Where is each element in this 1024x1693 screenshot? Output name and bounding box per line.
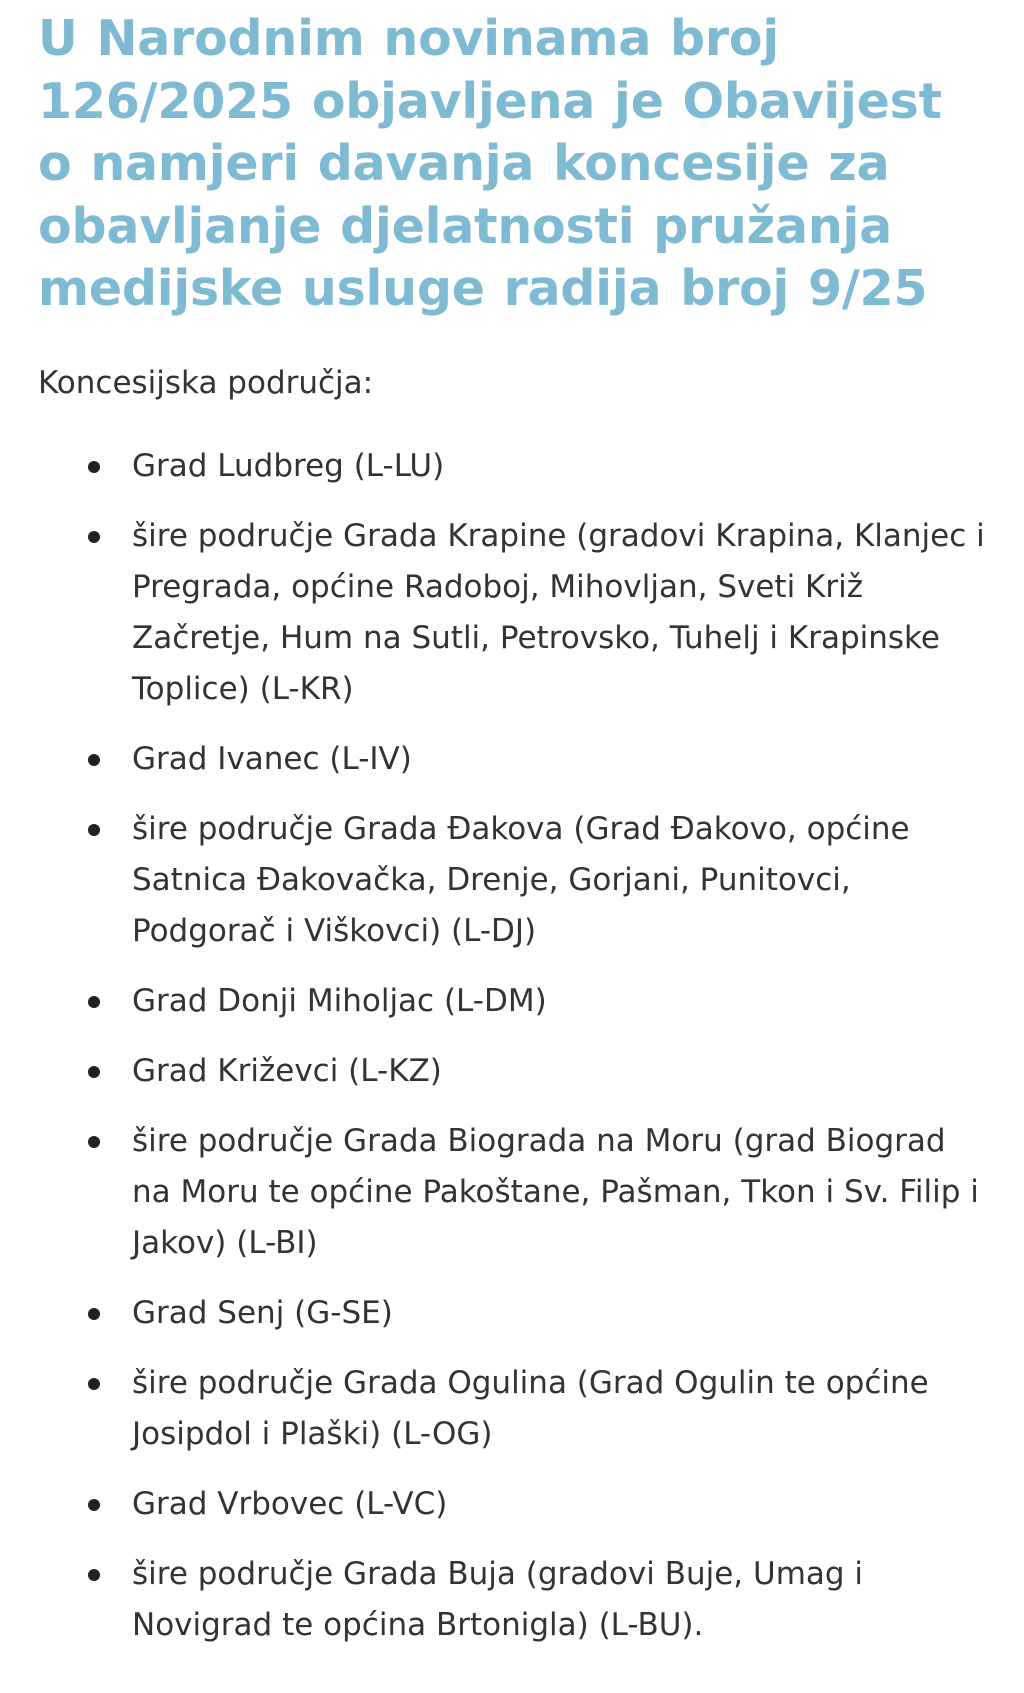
list-item-text: Grad Senj (G-SE) [132, 1294, 393, 1331]
list-item-text: Grad Vrbovec (L-VC) [132, 1485, 448, 1522]
bullet-icon [88, 1136, 100, 1148]
list-item [38, 1479, 992, 1530]
list-item [38, 1046, 992, 1097]
bullet-icon [88, 1066, 100, 1078]
bullet-icon [88, 531, 100, 543]
list-item-text: Grad Donji Miholjac (L-DM) [132, 982, 547, 1019]
list-item [38, 734, 992, 785]
bullet-icon [88, 461, 100, 473]
bullet-icon [88, 1308, 100, 1320]
list-item-text: šire područje Grada Buja (gradovi Buje, Umag i Novigrad te općina Brtonigla) (L-BU). [132, 1555, 864, 1643]
list-item [38, 511, 992, 715]
concession-areas-heading: Koncesijska područja: [38, 364, 374, 401]
list-item [38, 441, 992, 492]
bullet-icon [88, 1499, 100, 1511]
list-item [38, 1288, 992, 1339]
list-item-text: šire područje Grada Krapine (gradovi Krapina, Klanjec i Pregrada, općine Radoboj, Mihovljan, Sveti Križ Začretje, Hum na Sutli, Petrovsko, Tuhelj i Krapinske Toplice) (L-KR) [132, 517, 985, 707]
list-item [38, 1549, 992, 1651]
list-item [38, 1358, 992, 1460]
list-item-text: šire područje Grada Biograda na Moru (grad Biograd na Moru te općine Pakoštane, Pašman, Tkon i Sv. Filip i Jakov) (L-BI) [132, 1122, 979, 1261]
list-item [38, 1116, 992, 1269]
concession-area-list [38, 441, 992, 1651]
list-item-text: Grad Ivanec (L-IV) [132, 740, 412, 777]
bullet-icon [88, 1569, 100, 1581]
article-headline: U Narodnim novinama broj 126/2025 objavljena je Obavijest o namjeri davanja koncesije za obavljanje djelatnosti pružanja medijske usluge radija broj 9/25 [38, 10, 942, 317]
list-item-text: šire područje Grada Đakova (Grad Đakovo, općine Satnica Đakovačka, Drenje, Gorjani, Punitovci, Podgorač i Viškovci) (L-DJ) [132, 810, 910, 949]
list-item-text: Grad Ludbreg (L-LU) [132, 447, 445, 484]
list-item-text: Grad Križevci (L-KZ) [132, 1052, 442, 1089]
bullet-icon [88, 754, 100, 766]
list-item [38, 976, 992, 1027]
list-item-text: šire područje Grada Ogulina (Grad Ogulin te općine Josipdol i Plaški) (L-OG) [132, 1364, 929, 1452]
list-item [38, 804, 992, 957]
bullet-icon [88, 996, 100, 1008]
bullet-icon [88, 824, 100, 836]
bullet-icon [88, 1378, 100, 1390]
